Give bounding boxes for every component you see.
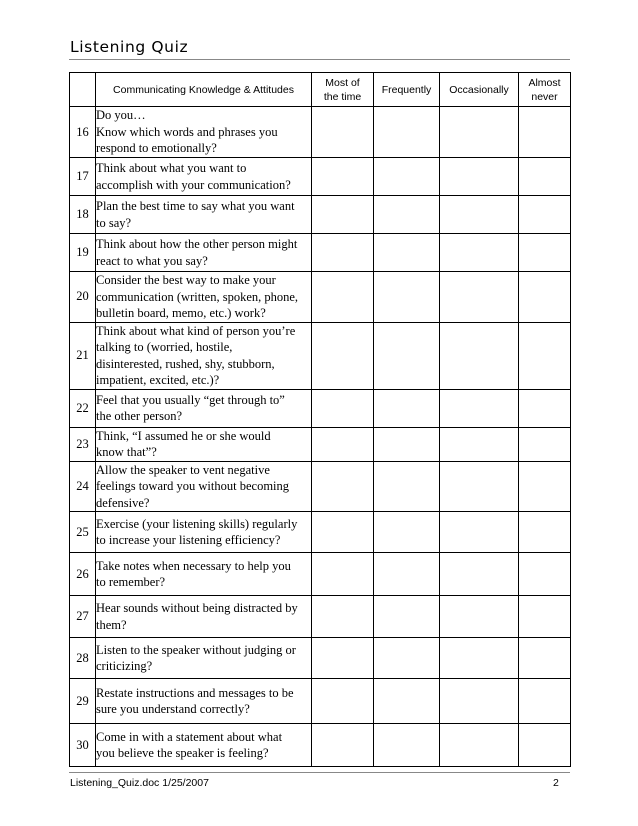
row-number: 30 bbox=[70, 724, 96, 767]
answer-cell-occasionally[interactable] bbox=[440, 158, 519, 196]
answer-cell-almost-never[interactable] bbox=[519, 638, 571, 679]
answer-cell-almost-never[interactable] bbox=[519, 158, 571, 196]
table-row bbox=[70, 427, 571, 461]
answer-cell-almost-never[interactable] bbox=[519, 461, 571, 512]
question-text: Do you… Know which words and phrases you respond to emotionally? bbox=[96, 107, 312, 158]
answer-cell-frequently[interactable] bbox=[374, 679, 440, 724]
answer-cell-occasionally[interactable] bbox=[440, 638, 519, 679]
header-question: Communicating Knowledge & Attitudes bbox=[96, 73, 312, 107]
answer-cell-almost-never[interactable] bbox=[519, 553, 571, 596]
answer-cell-frequently[interactable] bbox=[374, 234, 440, 272]
table-row bbox=[70, 196, 571, 234]
answer-cell-frequently[interactable] bbox=[374, 638, 440, 679]
row-number: 29 bbox=[70, 679, 96, 724]
answer-cell-most-of-the-time[interactable] bbox=[312, 107, 374, 158]
answer-cell-frequently[interactable] bbox=[374, 461, 440, 512]
answer-cell-frequently[interactable] bbox=[374, 272, 440, 323]
answer-cell-most-of-the-time[interactable] bbox=[312, 638, 374, 679]
row-number: 28 bbox=[70, 638, 96, 679]
row-number: 25 bbox=[70, 512, 96, 553]
header-num bbox=[70, 73, 96, 107]
answer-cell-occasionally[interactable] bbox=[440, 679, 519, 724]
question-text: Think about what kind of person you’re talking to (worried, hostile, disinterested, rushed, shy, stubborn, impatient, excited, etc.)? bbox=[96, 322, 312, 389]
question-text: Consider the best way to make your communication (written, spoken, phone, bulletin board, memo, etc.) work? bbox=[96, 272, 312, 323]
answer-cell-almost-never[interactable] bbox=[519, 427, 571, 461]
quiz-table bbox=[69, 72, 571, 767]
table-row bbox=[70, 158, 571, 196]
table-row bbox=[70, 107, 571, 158]
answer-cell-most-of-the-time[interactable] bbox=[312, 158, 374, 196]
answer-cell-occasionally[interactable] bbox=[440, 389, 519, 427]
answer-cell-occasionally[interactable] bbox=[440, 234, 519, 272]
answer-cell-frequently[interactable] bbox=[374, 724, 440, 767]
table-row bbox=[70, 679, 571, 724]
answer-cell-occasionally[interactable] bbox=[440, 322, 519, 389]
table-row bbox=[70, 322, 571, 389]
answer-cell-almost-never[interactable] bbox=[519, 596, 571, 638]
answer-cell-almost-never[interactable] bbox=[519, 107, 571, 158]
question-text: Think, “I assumed he or she would know that”? bbox=[96, 427, 312, 461]
question-text: Exercise (your listening skills) regularly to increase your listening efficiency? bbox=[96, 512, 312, 553]
answer-cell-most-of-the-time[interactable] bbox=[312, 389, 374, 427]
answer-cell-almost-never[interactable] bbox=[519, 272, 571, 323]
answer-cell-almost-never[interactable] bbox=[519, 724, 571, 767]
question-text: Think about how the other person might react to what you say? bbox=[96, 234, 312, 272]
question-text: Plan the best time to say what you want to say? bbox=[96, 196, 312, 234]
answer-cell-most-of-the-time[interactable] bbox=[312, 272, 374, 323]
footer-rule bbox=[69, 772, 570, 773]
answer-cell-almost-never[interactable] bbox=[519, 679, 571, 724]
answer-cell-almost-never[interactable] bbox=[519, 322, 571, 389]
answer-cell-frequently[interactable] bbox=[374, 196, 440, 234]
row-number: 19 bbox=[70, 234, 96, 272]
answer-cell-occasionally[interactable] bbox=[440, 724, 519, 767]
question-text: Think about what you want to accomplish with your communication? bbox=[96, 158, 312, 196]
answer-cell-frequently[interactable] bbox=[374, 322, 440, 389]
answer-cell-almost-never[interactable] bbox=[519, 234, 571, 272]
row-number: 24 bbox=[70, 461, 96, 512]
header-row bbox=[70, 73, 571, 107]
answer-cell-almost-never[interactable] bbox=[519, 389, 571, 427]
answer-cell-occasionally[interactable] bbox=[440, 427, 519, 461]
answer-cell-most-of-the-time[interactable] bbox=[312, 724, 374, 767]
question-text: Hear sounds without being distracted by them? bbox=[96, 596, 312, 638]
header-frequently: Frequently bbox=[374, 73, 440, 107]
answer-cell-most-of-the-time[interactable] bbox=[312, 427, 374, 461]
page-title: Listening Quiz bbox=[70, 38, 189, 56]
row-number: 21 bbox=[70, 322, 96, 389]
question-text: Feel that you usually “get through to” the other person? bbox=[96, 389, 312, 427]
table-row bbox=[70, 234, 571, 272]
title-rule bbox=[69, 59, 570, 60]
answer-cell-frequently[interactable] bbox=[374, 389, 440, 427]
answer-cell-frequently[interactable] bbox=[374, 107, 440, 158]
answer-cell-most-of-the-time[interactable] bbox=[312, 461, 374, 512]
answer-cell-occasionally[interactable] bbox=[440, 596, 519, 638]
answer-cell-occasionally[interactable] bbox=[440, 196, 519, 234]
answer-cell-most-of-the-time[interactable] bbox=[312, 679, 374, 724]
answer-cell-most-of-the-time[interactable] bbox=[312, 512, 374, 553]
answer-cell-frequently[interactable] bbox=[374, 427, 440, 461]
answer-cell-almost-never[interactable] bbox=[519, 196, 571, 234]
question-text: Restate instructions and messages to be sure you understand correctly? bbox=[96, 679, 312, 724]
answer-cell-most-of-the-time[interactable] bbox=[312, 322, 374, 389]
answer-cell-occasionally[interactable] bbox=[440, 272, 519, 323]
row-number: 27 bbox=[70, 596, 96, 638]
answer-cell-frequently[interactable] bbox=[374, 596, 440, 638]
answer-cell-frequently[interactable] bbox=[374, 553, 440, 596]
answer-cell-occasionally[interactable] bbox=[440, 553, 519, 596]
row-number: 23 bbox=[70, 427, 96, 461]
table-row bbox=[70, 512, 571, 553]
table-row bbox=[70, 461, 571, 512]
answer-cell-most-of-the-time[interactable] bbox=[312, 553, 374, 596]
page-number: 2 bbox=[553, 777, 559, 789]
footer-filename-date: Listening_Quiz.doc 1/25/2007 bbox=[70, 777, 209, 789]
row-number: 17 bbox=[70, 158, 96, 196]
row-number: 20 bbox=[70, 272, 96, 323]
row-number: 18 bbox=[70, 196, 96, 234]
answer-cell-occasionally[interactable] bbox=[440, 107, 519, 158]
question-text: Come in with a statement about what you believe the speaker is feeling? bbox=[96, 724, 312, 767]
answer-cell-frequently[interactable] bbox=[374, 158, 440, 196]
answer-cell-most-of-the-time[interactable] bbox=[312, 196, 374, 234]
row-number: 22 bbox=[70, 389, 96, 427]
header-most-of-the-time: Most of the time bbox=[312, 73, 374, 107]
answer-cell-almost-never[interactable] bbox=[519, 512, 571, 553]
header-almost-never: Almost never bbox=[519, 73, 571, 107]
answer-cell-occasionally[interactable] bbox=[440, 461, 519, 512]
row-number: 16 bbox=[70, 107, 96, 158]
table-row bbox=[70, 272, 571, 323]
table-row bbox=[70, 596, 571, 638]
answer-cell-occasionally[interactable] bbox=[440, 512, 519, 553]
row-number: 26 bbox=[70, 553, 96, 596]
question-text: Take notes when necessary to help you to remember? bbox=[96, 553, 312, 596]
question-text: Allow the speaker to vent negative feelings toward you without becoming defensive? bbox=[96, 461, 312, 512]
table-row bbox=[70, 638, 571, 679]
answer-cell-most-of-the-time[interactable] bbox=[312, 596, 374, 638]
table-row bbox=[70, 724, 571, 767]
table-row bbox=[70, 389, 571, 427]
question-text: Listen to the speaker without judging or criticizing? bbox=[96, 638, 312, 679]
answer-cell-frequently[interactable] bbox=[374, 512, 440, 553]
answer-cell-most-of-the-time[interactable] bbox=[312, 234, 374, 272]
table-row bbox=[70, 553, 571, 596]
header-occasionally: Occasionally bbox=[440, 73, 519, 107]
